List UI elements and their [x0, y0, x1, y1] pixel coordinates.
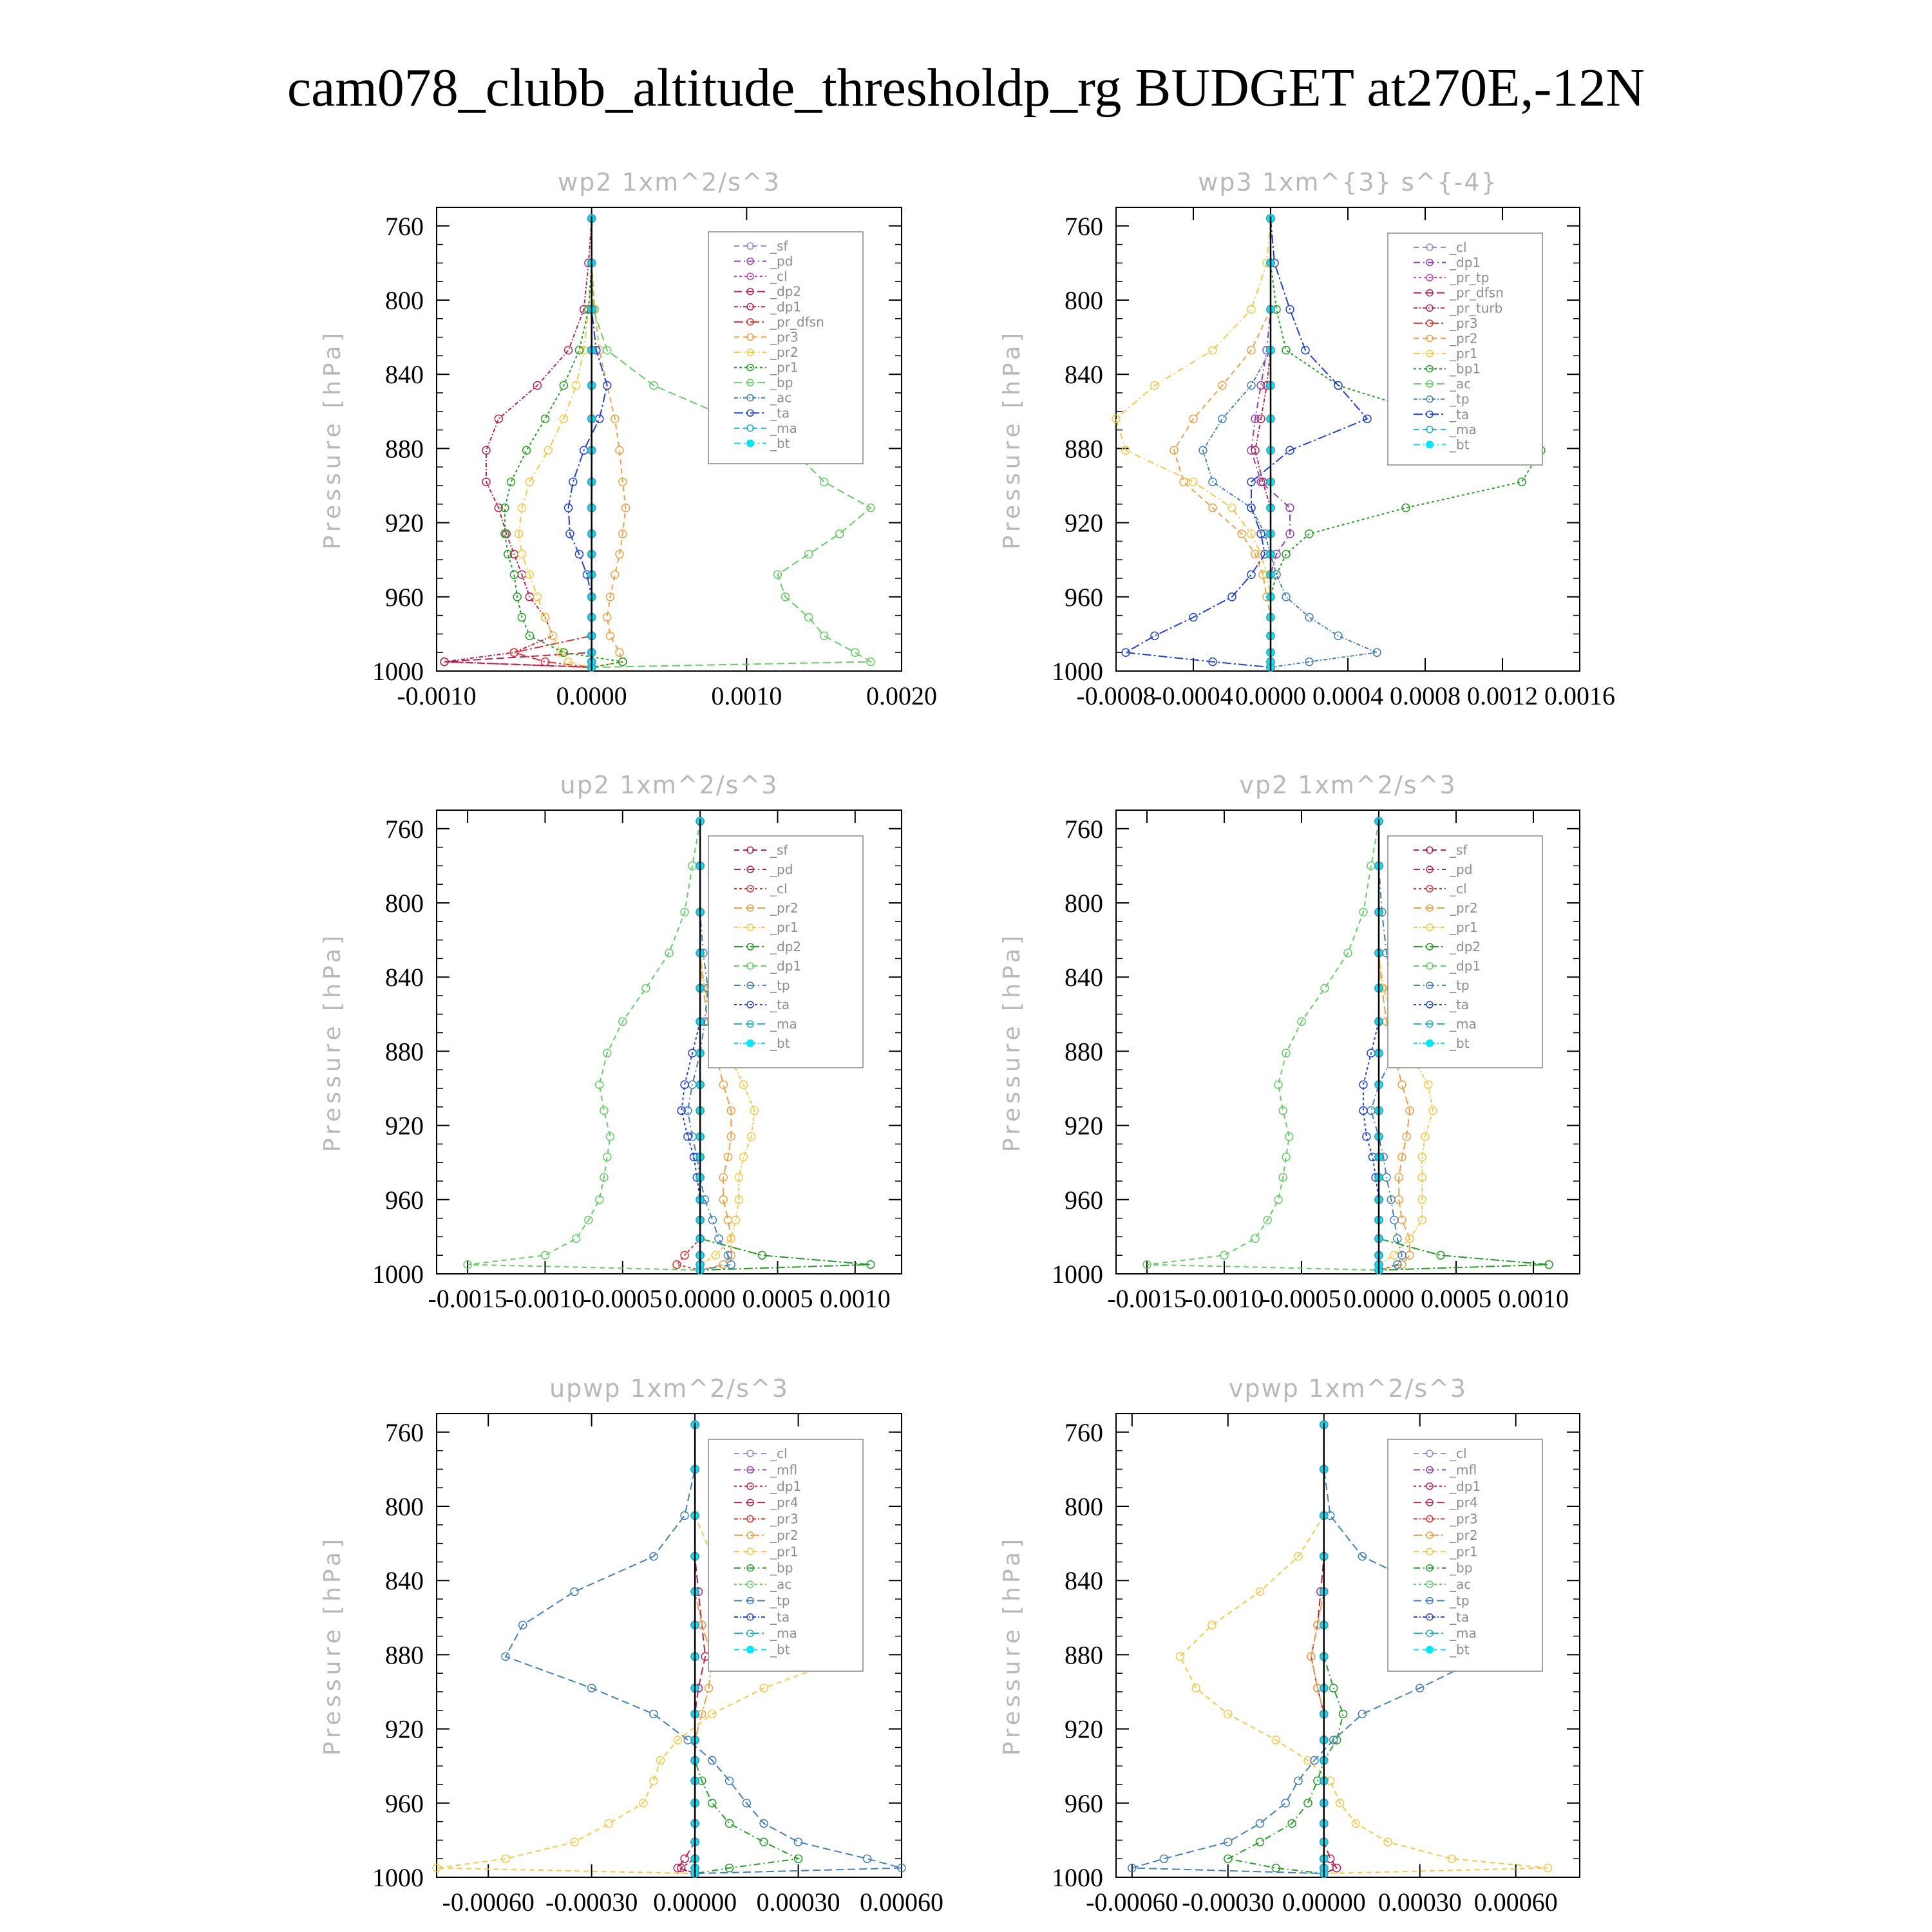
legend-label: _tp — [770, 1593, 790, 1609]
legend-label: _pr_turb — [1450, 300, 1503, 316]
series-marker — [851, 649, 859, 656]
series-line-pr4 — [677, 1425, 705, 1873]
x-tick-label: -0.00030 — [1182, 1888, 1274, 1917]
y-tick-label: 840 — [385, 1566, 424, 1596]
series-marker — [864, 1855, 871, 1862]
y-axis-label: Pressure [hPa] — [999, 1535, 1025, 1756]
panel-title: wp2 1xm^2/s^3 — [558, 168, 781, 196]
series-marker — [573, 1235, 580, 1242]
series-line-ta — [569, 218, 607, 667]
series-marker — [836, 530, 844, 538]
y-tick-label: 800 — [385, 889, 424, 918]
series-line-dp1 — [468, 821, 700, 1270]
x-tick-label: 0.00000 — [1282, 1888, 1366, 1917]
series-marker — [1192, 1684, 1200, 1692]
legend-label: _ma — [1450, 1625, 1477, 1642]
series-marker — [726, 1819, 734, 1827]
series-line-pr_dfsn — [514, 218, 591, 667]
chart-panel — [319, 771, 902, 1313]
y-tick-label: 920 — [385, 508, 424, 538]
y-tick-label: 920 — [1065, 1111, 1103, 1141]
y-tick-label: 960 — [385, 582, 424, 612]
legend — [708, 1439, 863, 1671]
legend-label: _tp — [1450, 1593, 1470, 1609]
legend-label: _ac — [770, 390, 792, 406]
legend-label: _ac — [770, 1577, 792, 1593]
series-line-cl — [677, 821, 700, 1270]
series-marker — [719, 1081, 727, 1088]
legend-label: _dp2 — [1450, 939, 1481, 954]
y-tick-label: 760 — [1065, 211, 1103, 241]
legend-label: _dp1 — [770, 299, 802, 315]
series-line-ta — [1126, 218, 1367, 667]
legend-label: _ta — [1450, 997, 1470, 1012]
series-marker — [1251, 1235, 1259, 1242]
y-tick-label: 840 — [385, 360, 424, 390]
y-tick-label: 760 — [1065, 814, 1103, 844]
x-tick-label: -0.00060 — [442, 1888, 535, 1917]
x-tick-label: 0.0016 — [1544, 681, 1615, 710]
series-marker — [1358, 1710, 1366, 1718]
series-marker — [1208, 1621, 1216, 1629]
legend-label: _pr2 — [1450, 1527, 1478, 1543]
series-marker — [708, 1799, 716, 1807]
legend-label: _pr1 — [1450, 1544, 1478, 1560]
legend-label: _tp — [1450, 391, 1470, 407]
legend-label: _sf — [770, 842, 788, 858]
y-tick-label: 1000 — [1052, 657, 1103, 686]
x-tick-label: 0.0005 — [1421, 1284, 1492, 1313]
y-tick-label: 840 — [1065, 963, 1103, 992]
x-tick-label: 0.0008 — [1390, 681, 1461, 710]
legend-label: _cl — [1450, 1446, 1467, 1461]
legend-label: _pr3 — [1450, 1511, 1478, 1527]
series-marker — [616, 649, 623, 656]
legend-label: _ma — [770, 420, 797, 436]
legend-label: _pr3 — [770, 1511, 799, 1527]
x-tick-label: 0.0020 — [866, 681, 937, 710]
chart-panel — [999, 1374, 1580, 1917]
y-axis-label: Pressure [hPa] — [319, 931, 346, 1153]
legend-label: _bt — [1450, 437, 1470, 453]
series-marker — [1282, 593, 1290, 601]
x-tick-label: -0.0004 — [1153, 681, 1233, 710]
series-marker — [549, 632, 557, 639]
x-tick-label: 0.0010 — [711, 681, 782, 710]
series-marker — [1398, 1081, 1406, 1088]
panel-title: upwp 1xm^2/s^3 — [549, 1374, 789, 1403]
series-marker — [820, 478, 828, 486]
series-marker — [495, 415, 502, 422]
x-tick-label: 0.0000 — [1343, 1284, 1414, 1313]
series-marker — [518, 551, 526, 558]
series-marker — [1367, 1107, 1375, 1115]
legend-label: _pr2 — [770, 1527, 799, 1543]
series-marker — [571, 1587, 578, 1595]
y-tick-label: 920 — [385, 1111, 424, 1141]
panel-title: up2 1xm^2/s^3 — [560, 771, 779, 799]
series-marker — [715, 1235, 723, 1242]
series-marker — [726, 1777, 734, 1785]
y-tick-label: 800 — [1065, 1492, 1103, 1521]
y-axis-label: Pressure [hPa] — [319, 328, 346, 550]
series-line-dp1 — [444, 218, 592, 667]
y-tick-label: 960 — [385, 1788, 424, 1818]
series-marker — [1218, 415, 1226, 422]
legend-label: _pr4 — [1450, 1495, 1478, 1511]
x-tick-label: 0.0010 — [819, 1284, 891, 1313]
legend-label: _pr1 — [1450, 920, 1478, 935]
series-marker — [1305, 613, 1313, 621]
legend-label: _cl — [1450, 881, 1467, 896]
y-tick-label: 1000 — [372, 1863, 424, 1892]
legend-label: _mfl — [770, 1462, 798, 1478]
series-marker — [1209, 346, 1217, 354]
series-marker — [1321, 984, 1329, 992]
page-title: cam078_clubb_altitude_thresholdp_rg BUDGET at270E,-12N — [287, 58, 1645, 118]
y-tick-label: 920 — [1065, 508, 1103, 538]
y-tick-label: 800 — [1065, 889, 1103, 918]
y-tick-label: 840 — [1065, 1566, 1103, 1596]
legend-label: _pr_dfsn — [770, 314, 824, 330]
series-marker — [523, 446, 531, 454]
y-tick-label: 920 — [1065, 1714, 1103, 1744]
series-marker — [1220, 1251, 1228, 1259]
legend-label: _pr4 — [770, 1495, 799, 1511]
y-tick-label: 800 — [385, 286, 424, 315]
legend-label: _bp1 — [1450, 361, 1481, 377]
series-marker — [482, 446, 490, 454]
legend-label: _tp — [1450, 978, 1470, 993]
legend-label: _dp1 — [1450, 958, 1481, 974]
series-marker — [642, 984, 650, 992]
x-tick-label: 0.0000 — [556, 681, 627, 710]
legend-label: _dp1 — [1450, 1478, 1481, 1494]
chart-panel — [999, 771, 1580, 1313]
series-marker — [1406, 1251, 1414, 1259]
y-tick-label: 760 — [1065, 1417, 1103, 1447]
x-tick-label: 0.00030 — [756, 1888, 840, 1917]
series-marker — [510, 649, 518, 656]
x-tick-label: -0.0015 — [1107, 1284, 1187, 1313]
legend-label: _dp2 — [770, 939, 802, 954]
legend-label: _cl — [770, 881, 788, 896]
panel-title: vp2 1xm^2/s^3 — [1239, 771, 1457, 799]
legend-marker — [746, 1646, 754, 1654]
series-marker — [805, 613, 813, 621]
x-tick-label: -0.0010 — [397, 681, 477, 710]
series-marker — [1160, 1855, 1168, 1862]
series-marker — [681, 1855, 688, 1862]
x-tick-label: 0.0004 — [1312, 681, 1383, 710]
series-marker — [650, 1777, 658, 1785]
series-marker — [1176, 1653, 1184, 1660]
legend-label: _ac — [1450, 1577, 1472, 1593]
y-tick-label: 800 — [1065, 286, 1103, 315]
series-marker — [1256, 1838, 1264, 1846]
x-tick-label: -0.0005 — [583, 1284, 663, 1313]
legend-label: _cl — [1450, 240, 1467, 255]
legend-marker — [1426, 1039, 1434, 1047]
legend-label: _pr2 — [770, 345, 799, 360]
series-marker — [820, 632, 828, 639]
series-marker — [1282, 1799, 1289, 1807]
legend-label: _pr2 — [770, 900, 799, 916]
x-tick-label: -0.0015 — [428, 1284, 507, 1313]
x-tick-label: -0.0008 — [1076, 681, 1156, 710]
legend-label: _pd — [770, 862, 793, 877]
legend-label: _pr1 — [770, 359, 799, 375]
legend-label: _ma — [770, 1625, 797, 1642]
legend-label: _bp — [770, 375, 793, 391]
legend-label: _sf — [1450, 842, 1468, 858]
legend-label: _dp2 — [770, 283, 802, 299]
x-tick-label: 0.0000 — [1235, 681, 1306, 710]
legend-label: _pr_tp — [1450, 270, 1490, 286]
series-marker — [1247, 305, 1255, 313]
series-marker — [1294, 1777, 1302, 1785]
legend-label: _ac — [1450, 376, 1472, 392]
legend-label: _sf — [770, 238, 788, 254]
y-tick-label: 1000 — [1052, 1260, 1103, 1289]
legend-label: _pr1 — [770, 920, 799, 935]
legend — [1388, 1439, 1542, 1671]
legend-label: _bt — [1450, 1036, 1470, 1051]
legend-label: _dp1 — [1450, 254, 1481, 270]
series-marker — [1189, 478, 1197, 486]
x-tick-label: 0.0012 — [1467, 681, 1538, 710]
legend-label: _bp — [1450, 1560, 1473, 1576]
y-tick-label: 920 — [385, 1714, 424, 1744]
legend-label: _cl — [770, 1446, 788, 1461]
x-tick-label: 0.0000 — [665, 1284, 736, 1313]
legend-label: _pd — [1450, 862, 1473, 877]
chart-panel — [319, 168, 937, 710]
x-tick-label: 0.00060 — [1473, 1888, 1558, 1917]
y-axis-label: Pressure [hPa] — [999, 931, 1025, 1153]
x-tick-label: -0.0005 — [1262, 1284, 1341, 1313]
y-tick-label: 840 — [1065, 360, 1103, 390]
y-tick-label: 840 — [385, 963, 424, 992]
series-marker — [607, 1133, 614, 1141]
legend-label: _pr2 — [1450, 330, 1478, 346]
y-tick-label: 1000 — [372, 1260, 424, 1289]
legend-label: _tp — [770, 978, 790, 993]
y-tick-label: 880 — [385, 1037, 424, 1066]
x-tick-label: -0.00030 — [545, 1888, 638, 1917]
legend-label: _dp1 — [770, 1478, 802, 1494]
x-tick-label: 0.00000 — [653, 1888, 737, 1917]
legend-label: _pr1 — [770, 1544, 799, 1560]
legend-label: _dp1 — [770, 958, 802, 974]
series-marker — [533, 593, 541, 601]
series-marker — [760, 1838, 768, 1846]
y-tick-label: 960 — [1065, 1788, 1103, 1818]
legend-label: _pr3 — [770, 329, 799, 345]
y-tick-label: 760 — [385, 814, 424, 844]
legend-label: _bp — [770, 1560, 793, 1576]
chart-panel — [999, 168, 1615, 710]
series-marker — [1151, 632, 1159, 639]
legend-label: _bt — [770, 1642, 790, 1658]
series-marker — [605, 1819, 612, 1827]
x-tick-label: 0.0005 — [742, 1284, 813, 1313]
series-line-pr2 — [519, 218, 592, 667]
legend — [708, 836, 863, 1068]
y-tick-label: 960 — [1065, 582, 1103, 612]
series-marker — [708, 1216, 716, 1224]
series-line-pr1 — [1116, 218, 1271, 667]
legend-label: _mfl — [1450, 1462, 1477, 1478]
y-tick-label: 880 — [1065, 1037, 1103, 1066]
legend-label: _bt — [770, 1036, 790, 1051]
series-marker — [565, 346, 573, 354]
legend — [1388, 233, 1542, 465]
series-marker — [1256, 1819, 1264, 1827]
legend-marker — [1426, 440, 1434, 448]
series-line-dp2 — [444, 218, 592, 667]
legend-label: _pr3 — [1450, 315, 1478, 331]
series-marker — [573, 381, 580, 389]
series-line-dp1 — [1147, 821, 1379, 1270]
y-tick-label: 880 — [385, 434, 424, 464]
legend-label: _bt — [770, 435, 790, 451]
y-tick-label: 1000 — [372, 657, 424, 686]
series-marker — [541, 415, 549, 422]
series-marker — [544, 446, 552, 454]
legend-label: _ma — [1450, 421, 1477, 437]
series-marker — [740, 1153, 748, 1161]
y-tick-label: 1000 — [1052, 1863, 1103, 1892]
series-marker — [1247, 571, 1255, 578]
legend-label: _ta — [1450, 1609, 1470, 1625]
x-tick-label: -0.0010 — [1184, 1284, 1264, 1313]
series-marker — [805, 551, 813, 558]
chart-panel — [319, 1374, 943, 1917]
y-tick-label: 960 — [385, 1185, 424, 1215]
legend-label: _ta — [770, 405, 790, 421]
y-tick-label: 800 — [385, 1492, 424, 1521]
panel-title: vpwp 1xm^2/s^3 — [1228, 1374, 1468, 1403]
y-tick-label: 960 — [1065, 1185, 1103, 1215]
legend-label: _ta — [1450, 406, 1470, 422]
series-line-pr1 — [505, 218, 623, 667]
y-tick-label: 880 — [1065, 434, 1103, 464]
legend-label: _cl — [770, 269, 788, 285]
x-tick-label: 0.00060 — [860, 1888, 943, 1917]
legend-label: _bt — [1450, 1642, 1470, 1658]
legend-label: _pr2 — [1450, 900, 1478, 916]
y-tick-label: 760 — [385, 1417, 424, 1447]
x-tick-label: 0.00030 — [1378, 1888, 1462, 1917]
y-tick-label: 880 — [385, 1640, 424, 1670]
panel-title: wp3 1xm^{3} s^{-4} — [1198, 168, 1498, 196]
y-tick-label: 760 — [385, 211, 424, 241]
legend — [1388, 836, 1542, 1068]
series-marker — [681, 1511, 688, 1519]
legend-label: _ma — [770, 1016, 797, 1032]
series-marker — [1340, 1710, 1347, 1718]
x-tick-label: -0.0010 — [505, 1284, 585, 1313]
series-marker — [1390, 1251, 1398, 1259]
series-marker — [1228, 504, 1236, 512]
legend-label: _pd — [770, 253, 793, 269]
legend-label: _pr_dfsn — [1450, 285, 1504, 301]
x-tick-label: -0.00060 — [1086, 1888, 1179, 1917]
y-axis-label: Pressure [hPa] — [999, 328, 1025, 550]
y-axis-label: Pressure [hPa] — [319, 1535, 346, 1756]
legend-label: _ma — [1450, 1016, 1477, 1032]
series-marker — [541, 1251, 549, 1259]
legend-marker — [746, 439, 754, 447]
legend-marker — [1426, 1646, 1434, 1654]
series-marker — [1224, 1838, 1232, 1846]
legend-label: _pr1 — [1450, 346, 1478, 361]
x-tick-label: 0.0010 — [1498, 1284, 1569, 1313]
legend-marker — [746, 1039, 754, 1047]
series-marker — [650, 1710, 658, 1718]
legend-label: _ta — [770, 997, 790, 1012]
legend — [708, 232, 863, 464]
y-tick-label: 880 — [1065, 1640, 1103, 1670]
legend-label: _ta — [770, 1609, 790, 1625]
